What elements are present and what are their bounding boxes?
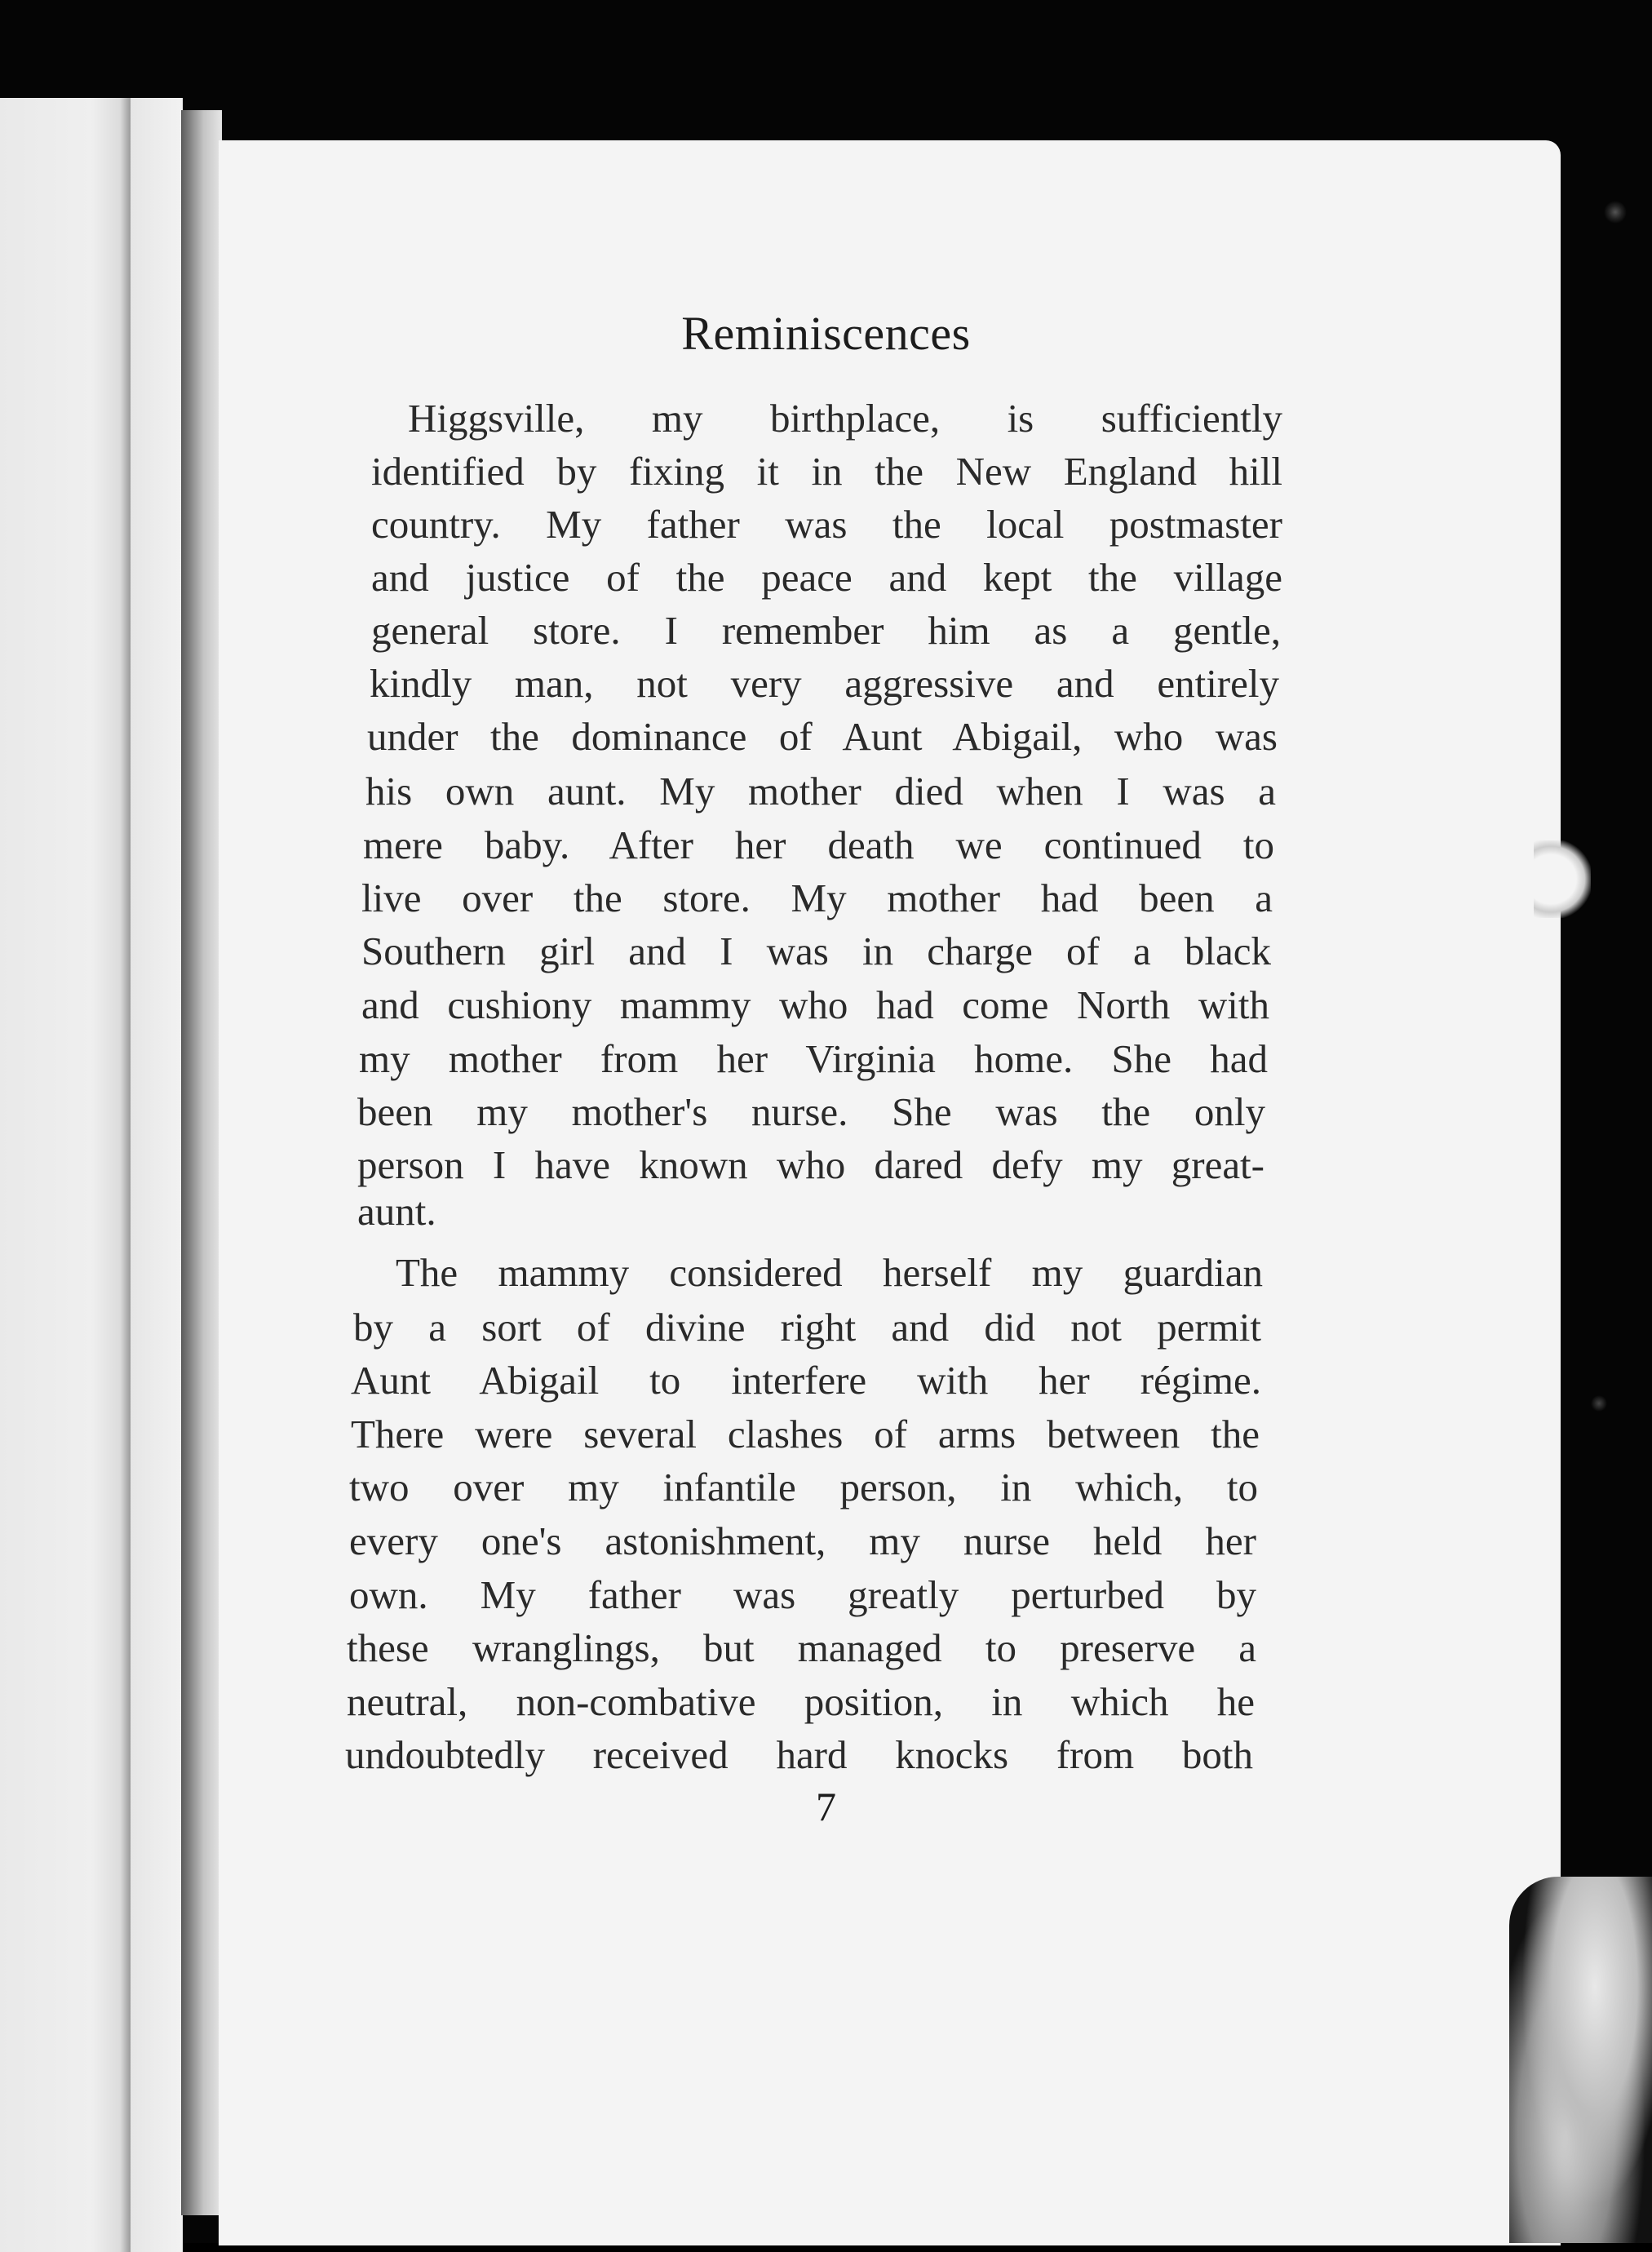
- damaged-corner: [1509, 1877, 1652, 2243]
- gutter-margin: [131, 98, 183, 2252]
- text-line: these wranglings, but managed to preserve a: [347, 1625, 1256, 1670]
- text-line: by a sort of divine right and did not permit: [353, 1305, 1261, 1350]
- text-line: person I have known who dared defy my great-: [357, 1142, 1264, 1187]
- text-line: neutral, non-combative position, in which he: [347, 1679, 1255, 1724]
- text-line: kindly man, not very aggressive and entirely: [370, 661, 1279, 706]
- text-line: mere baby. After her death we continued to: [363, 822, 1274, 867]
- page-tear: [1534, 840, 1591, 918]
- text-line: Aunt Abigail to interfere with her régime.: [351, 1358, 1261, 1403]
- text-line: identified by fixing it in the New England hill: [371, 449, 1282, 494]
- text-line: under the dominance of Aunt Abigail, who was: [367, 714, 1278, 759]
- text-line: There were several clashes of arms between the: [351, 1412, 1260, 1456]
- facing-page-edge: [0, 98, 131, 2252]
- text-line: The mammy considered herself my guardian: [396, 1250, 1263, 1295]
- text-line: and justice of the peace and kept the village: [371, 555, 1282, 600]
- book-gutter: [181, 110, 222, 2215]
- text-line: live over the store. My mother had been a: [361, 876, 1273, 920]
- text-line: his own aunt. My mother died when I was a: [365, 769, 1276, 813]
- text-line: been my mother's nurse. She was the only: [357, 1089, 1265, 1134]
- text-line: two over my infantile person, in which, to: [349, 1465, 1258, 1509]
- text-line: my mother from her Virginia home. She had: [359, 1036, 1268, 1081]
- text-line: aunt.: [357, 1189, 436, 1234]
- page-number: 7: [816, 1784, 836, 1829]
- text-line: Higgsville, my birthplace, is sufficiently: [408, 396, 1282, 441]
- page-title: Reminiscences: [681, 307, 971, 360]
- text-line: Southern girl and I was in charge of a black: [361, 929, 1271, 973]
- text-line: every one's astonishment, my nurse held her: [349, 1518, 1256, 1563]
- text-line: undoubtedly received hard knocks from both: [345, 1732, 1253, 1777]
- text-line: own. My father was greatly perturbed by: [349, 1572, 1256, 1617]
- text-line: country. My father was the local postmaster: [371, 502, 1282, 547]
- text-line: and cushiony mammy who had come North with: [361, 982, 1269, 1027]
- text-line: general store. I remember him as a gentle,: [371, 608, 1281, 653]
